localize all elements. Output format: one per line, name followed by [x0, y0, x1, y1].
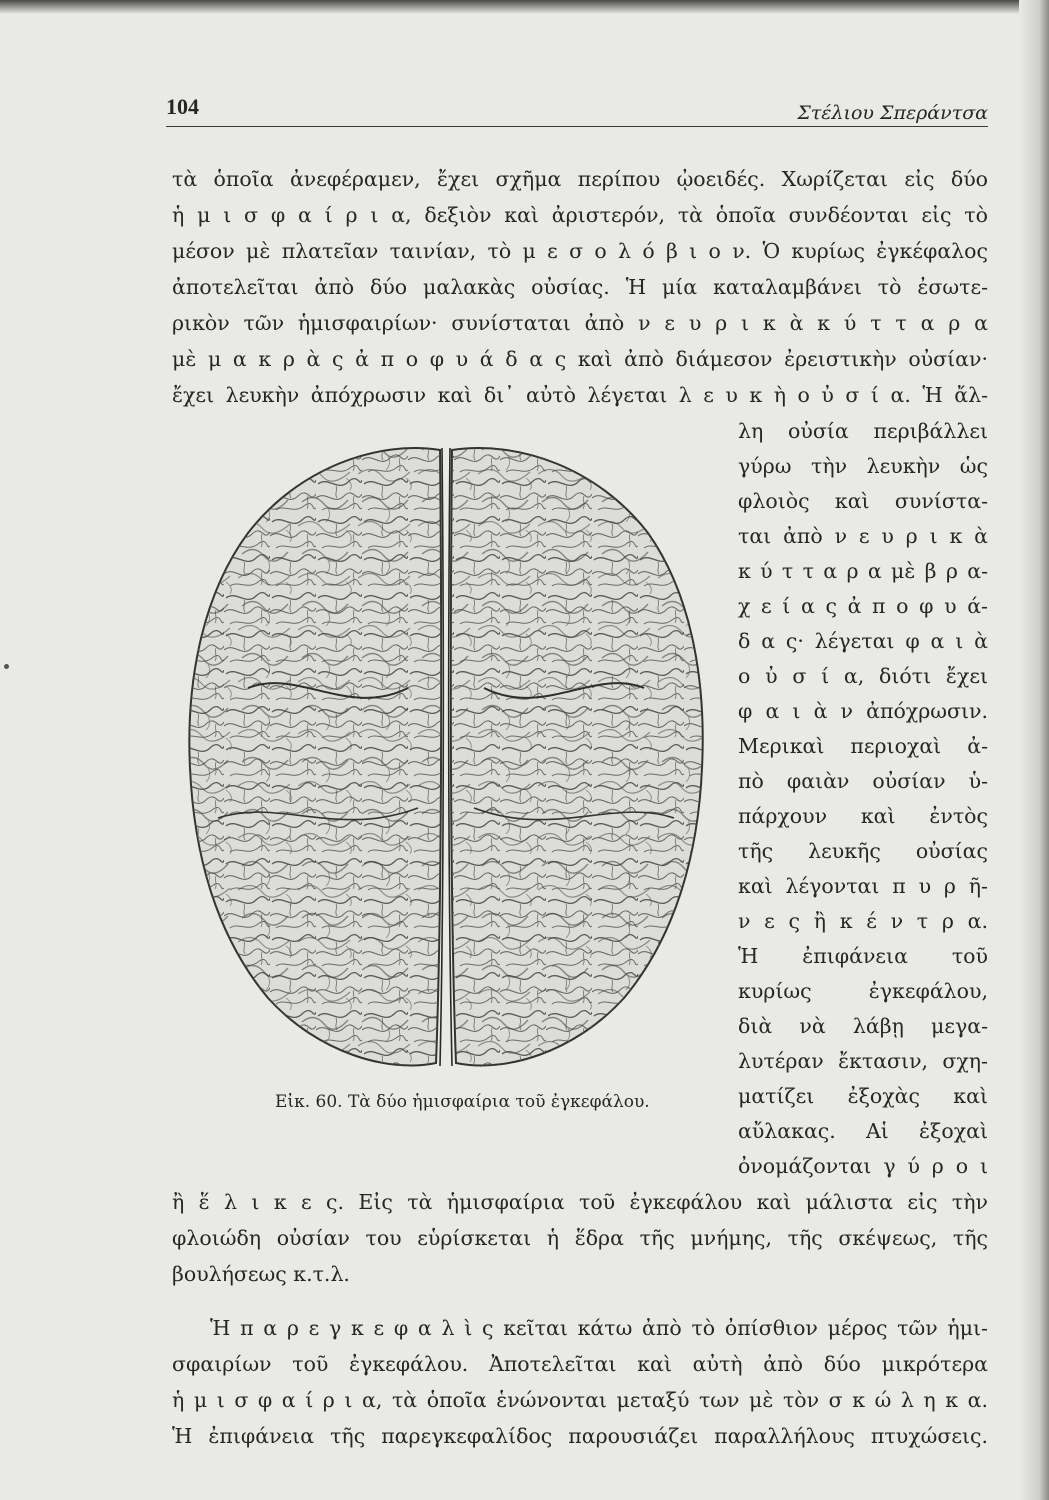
running-head: Στέλιου Σπεράντσα [797, 102, 988, 124]
body-line: φλοιώδη οὐσίαν του εὑρίσκεται ἡ ἕδρα τῆς μνήμης, τῆς σκέψεως, τῆς [172, 1226, 988, 1250]
scan-right-shadow [1019, 0, 1049, 1500]
figure-caption: Εἰκ. 60. Τὰ δύο ἡμισφαίρια τοῦ ἐγκεφάλου. [275, 1092, 650, 1112]
column-line: διὰ νὰ λάβῃ μεγα- [738, 1014, 988, 1038]
column-line: φλοιὸς καὶ συνίστα- [738, 489, 988, 513]
body-line: μέσον μὲ πλατεῖαν ταινίαν, τὸ μ ε σ ο λ ό β ι ο ν. Ὁ κυρίως ἐγκέφαλος [172, 239, 988, 263]
body-line: ρικὸν τῶν ἡμισφαιρίων· συνίσταται ἀπὸ ν ε υ ρ ι κ ὰ κ ύ τ τ α ρ α [172, 311, 988, 335]
column-line: κυρίως ἐγκεφάλου, [738, 979, 988, 1003]
body-line: ἔχει λευκὴν ἀπόχρωσιν καὶ δι᾽ αὐτὸ λέγεται λ ε υ κ ὴ ο ὐ σ ί α. Ἡ ἄλ- [172, 383, 988, 407]
column-line: φ α ι ὰ ν ἀπόχρωσιν. [738, 699, 988, 723]
column-line: ματίζει ἐξοχὰς καὶ [738, 1084, 988, 1108]
body-line: τὰ ὁποῖα ἀνεφέραμεν, ἔχει σχῆμα περίπου ᾠοειδές. Χωρίζεται εἰς δύο [172, 167, 988, 191]
column-line: καὶ λέγονται π υ ρ ῆ- [738, 874, 988, 898]
paragraph-line: ἡ μ ι σ φ α ί ρ ι α, τὰ ὁποῖα ἑνώνονται μεταξύ των μὲ τὸν σ κ ώ λ η κ α. [172, 1388, 988, 1412]
column-line: τῆς λευκῆς οὐσίας [738, 839, 988, 863]
paragraph-line: Ἡ π α ρ ε γ κ ε φ α λ ὶ ς κεῖται κάτω ἀπὸ τὸ ὀπίσθιον μέρος τῶν ἡμι- [210, 1316, 988, 1340]
paragraph-line: σφαιρίων τοῦ ἐγκεφάλου. Ἀποτελεῖται καὶ αὐτὴ ἀπὸ δύο μικρότερα [172, 1352, 988, 1376]
column-line: γύρω τὴν λευκὴν ὡς [738, 454, 988, 478]
column-line: πὸ φαιὰν οὐσίαν ὑ- [738, 769, 988, 793]
column-line: λυτέραν ἔκτασιν, σχη- [738, 1049, 988, 1073]
column-line: ται ἀπὸ ν ε υ ρ ι κ ὰ [738, 524, 988, 548]
body-line: μὲ μ α κ ρ ὰ ς ἀ π ο φ υ ά δ α ς καὶ ἀπὸ διάμεσον ἐρειστικὴν οὐσίαν· [172, 347, 988, 371]
column-line: ὀνομάζονται γ ύ ρ ο ι [738, 1154, 988, 1178]
column-line: χ ε ί α ς ἀ π ο φ υ ά- [738, 594, 988, 618]
brain-illustration [178, 438, 714, 1078]
column-line: πάρχουν καὶ ἐντὸς [738, 804, 988, 828]
column-line: Ἡ ἐπιφάνεια τοῦ [738, 944, 988, 968]
body-line: ἡ μ ι σ φ α ί ρ ι α, δεξιὸν καὶ ἀριστερόν, τὰ ὁποῖα συνδέονται εἰς τὸ [172, 203, 988, 227]
column-line: Μερικαὶ περιοχαὶ ἀ- [738, 734, 988, 758]
column-line: λη οὐσία περιβάλλει [738, 419, 988, 443]
body-line: ἀποτελεῖται ἀπὸ δύο μαλακὰς οὐσίας. Ἡ μία καταλαμβάνει τὸ ἐσωτε- [172, 275, 988, 299]
page-number: 104 [166, 94, 199, 119]
paragraph-line: Ἡ ἐπιφάνεια τῆς παρεγκεφαλίδος παρουσιάζει παραλλήλους πτυχώσεις. [172, 1424, 988, 1448]
column-line: ν ε ς ἢ κ έ ν τ ρ α. [738, 909, 988, 933]
body-line: βουλήσεως κ.τ.λ. [172, 1262, 350, 1286]
page-header [166, 90, 988, 127]
column-line: κ ύ τ τ α ρ α μὲ β ρ α- [738, 559, 988, 583]
margin-mark [4, 664, 9, 669]
scan-top-shadow [0, 0, 1049, 14]
column-line: ο ὐ σ ί α, διότι ἔχει [738, 664, 988, 688]
body-line: ἢ ἕ λ ι κ ε ς. Εἰς τὰ ἡμισφαίρια τοῦ ἐγκεφάλου καὶ μάλιστα εἰς τὴν [172, 1190, 988, 1214]
column-line: δ α ς· λέγεται φ α ι ὰ [738, 629, 988, 653]
column-line: αὔλακας. Αἱ ἐξοχαὶ [738, 1119, 988, 1143]
